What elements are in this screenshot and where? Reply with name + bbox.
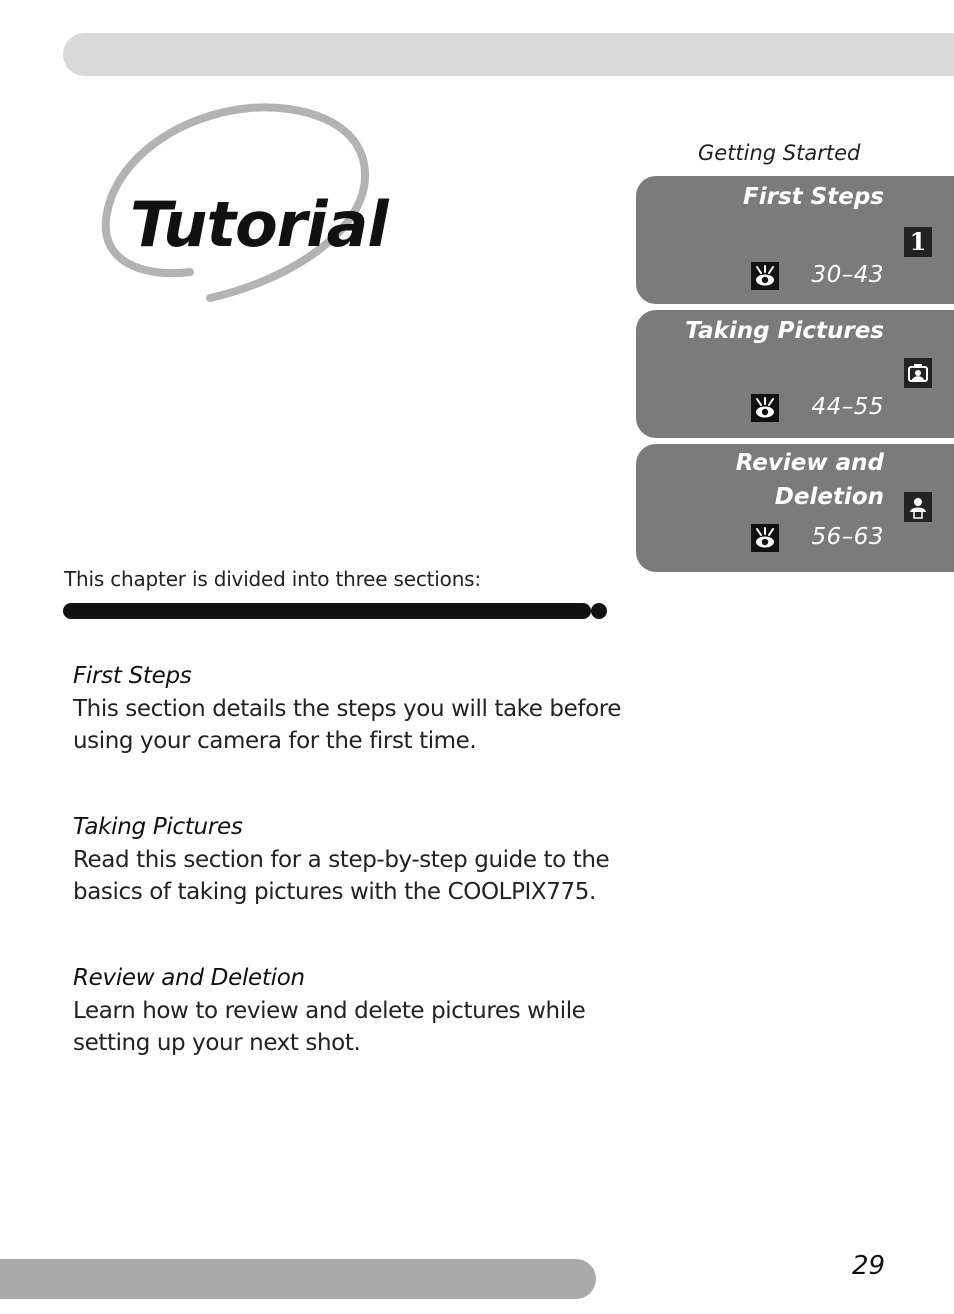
- page-reference-icon: [751, 394, 779, 422]
- section-description: Learn how to review and delete pictures while setting up your next shot.: [73, 998, 586, 1056]
- footer-bar: [0, 1259, 596, 1299]
- chapter-title: Tutorial: [130, 188, 388, 261]
- page-number: 29: [852, 1251, 886, 1281]
- tab-taking-pictures[interactable]: [636, 310, 954, 438]
- number-one-icon: 1: [904, 227, 932, 257]
- section-title: Taking Pictures: [73, 814, 243, 840]
- page-reference-icon: [751, 262, 779, 290]
- page-reference-icon: [751, 524, 779, 552]
- page-range: 56–63: [811, 524, 884, 550]
- section-title: First Steps: [73, 663, 192, 689]
- section-description: This section details the steps you will take before using your camera for the first time.: [73, 696, 622, 754]
- section-description: Read this section for a step-by-step guide to the basics of taking pictures with the COOLPIX775.: [73, 847, 610, 905]
- tab-title: Taking Pictures: [685, 318, 884, 344]
- page-range: 44–55: [811, 394, 884, 420]
- chapter-title-block: [100, 100, 388, 310]
- tab-review-and-deletion[interactable]: [636, 444, 954, 572]
- section-review-and-deletion: [73, 963, 633, 1059]
- tab-title: Review and Deletion: [735, 450, 884, 510]
- tab-title: First Steps: [743, 184, 884, 210]
- playback-trash-icon: [904, 492, 932, 522]
- nav-group-label: Getting Started: [698, 141, 861, 165]
- page-range: 30–43: [811, 262, 884, 288]
- section-taking-pictures: [73, 812, 633, 908]
- section-first-steps: [73, 661, 633, 757]
- tab-first-steps[interactable]: [636, 176, 954, 304]
- camera-shooting-icon: [904, 358, 932, 388]
- section-title: Review and Deletion: [73, 965, 305, 991]
- intro-text: This chapter is divided into three sections:: [64, 567, 481, 591]
- header-bar: [63, 33, 954, 76]
- section-divider-rule: [63, 601, 611, 621]
